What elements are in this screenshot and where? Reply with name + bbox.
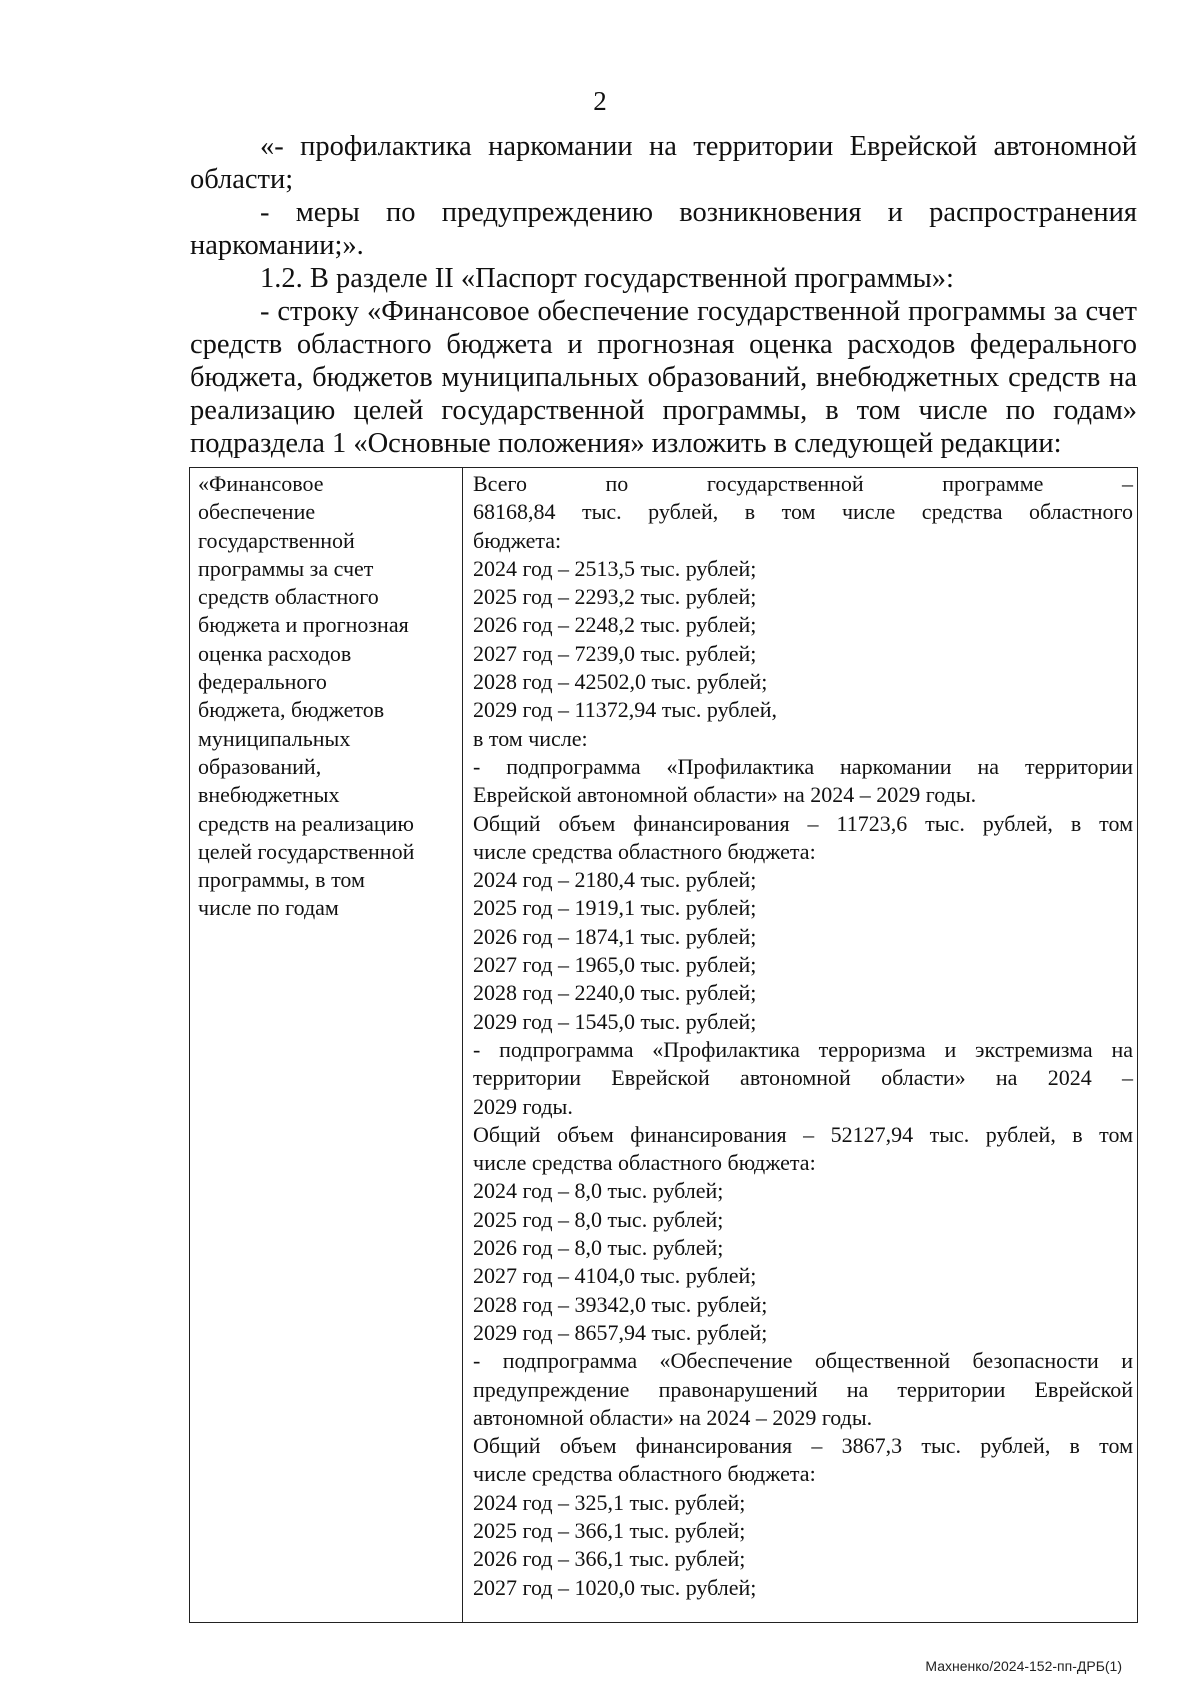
subprogram-1-year-line: 2029 год – 1545,0 тыс. рублей; bbox=[473, 1008, 757, 1034]
subprogram-1-year-line: 2024 год – 2180,4 тыс. рублей; bbox=[473, 867, 757, 893]
subprogram-2-title-line: - подпрограмма «Профилактика терроризма и экстремизма на bbox=[473, 1036, 1133, 1062]
total-year-line: 2029 год – 11372,94 тыс. рублей, bbox=[473, 697, 777, 723]
total-text-line: Всего по государственной программе – bbox=[473, 471, 1133, 496]
financing-table bbox=[189, 467, 1138, 1623]
document-footer-code: Махненко/2024-152-пп-ДРБ(1) bbox=[925, 1658, 1122, 1674]
subprogram-3-year-line: 2026 год – 366,1 тыс. рублей; bbox=[473, 1546, 746, 1572]
subprogram-1-year-line: 2025 год – 1919,1 тыс. рублей; bbox=[473, 895, 757, 921]
subprogram-3-year-line: 2024 год – 325,1 тыс. рублей; bbox=[473, 1489, 746, 1515]
subprogram-1-year-line: 2027 год – 1965,0 тыс. рублей; bbox=[473, 952, 757, 978]
total-text-line: 68168,84 тыс. рублей, в том числе средства областного bbox=[473, 499, 1133, 525]
subprogram-2-year-line: 2024 год – 8,0 тыс. рублей; bbox=[473, 1178, 724, 1204]
subprogram-1-year-line: 2026 год – 1874,1 тыс. рублей; bbox=[473, 923, 757, 949]
subprogram-3-total-line: Общий объем финансирования – 3867,3 тыс. рублей, в том bbox=[473, 1433, 1133, 1459]
subprogram-2-total-line: числе средства областного бюджета: bbox=[473, 1150, 816, 1176]
total-text-line: бюджета: bbox=[473, 527, 562, 553]
financing-label-text: «Финансовое обеспечение государственной программы за счет средств областного бюджета и прогнозная оценка расходов федерального бюджета, бюджетов муниципальных образований, внебюджетных средств на реализацию целей государственной программы, в том числе по годам bbox=[198, 471, 415, 921]
total-year-line: 2027 год – 7239,0 тыс. рублей; bbox=[473, 640, 757, 666]
subprogram-1-total-line: числе средства областного бюджета: bbox=[473, 838, 816, 864]
subprogram-3-title-line: - подпрограмма «Обеспечение общественной безопасности и bbox=[473, 1348, 1133, 1374]
financing-content-cell bbox=[463, 468, 1138, 1623]
subprogram-1-title-line: - подпрограмма «Профилактика наркомании на территории bbox=[473, 753, 1133, 779]
total-year-line: 2028 год – 42502,0 тыс. рублей; bbox=[473, 669, 768, 695]
total-year-line: 2025 год – 2293,2 тыс. рублей; bbox=[473, 584, 757, 610]
subprogram-3-title-line: предупреждение правонарушений на территории Еврейской bbox=[473, 1376, 1133, 1402]
subprogram-3-total-line: числе средства областного бюджета: bbox=[473, 1461, 816, 1487]
subprogram-3-year-line: 2027 год – 1020,0 тыс. рублей; bbox=[473, 1574, 757, 1600]
subprogram-2-year-line: 2027 год – 4104,0 тыс. рублей; bbox=[473, 1263, 757, 1289]
subprogram-1-title-line: Еврейской автономной области» на 2024 – 2029 годы. bbox=[473, 782, 977, 808]
total-year-line: 2026 год – 2248,2 тыс. рублей; bbox=[473, 612, 757, 638]
subprogram-2-year-line: 2028 год – 39342,0 тыс. рублей; bbox=[473, 1291, 768, 1317]
subprogram-2-title-line: территории Еврейской автономной области» на 2024 – bbox=[473, 1065, 1133, 1091]
body-text bbox=[190, 130, 1137, 460]
subprogram-3-title-line: автономной области» на 2024 – 2029 годы. bbox=[473, 1404, 873, 1430]
intro-paragraph-measures: - меры по предупреждению возникновения и распространения наркомании;». bbox=[190, 197, 1137, 261]
intro-paragraph-drug-prevention: «- профилактика наркомании на территории Еврейской автономной области; bbox=[190, 131, 1137, 195]
page-number: 2 bbox=[593, 86, 607, 116]
subprogram-2-title-line: 2029 годы. bbox=[473, 1093, 573, 1119]
subprogram-1-total-line: Общий объем финансирования – 11723,6 тыс. рублей, в том bbox=[473, 810, 1133, 836]
subprogram-3-year-line: 2025 год – 366,1 тыс. рублей; bbox=[473, 1517, 746, 1543]
subprogram-1-year-line: 2028 год – 2240,0 тыс. рублей; bbox=[473, 980, 757, 1006]
financing-label-cell bbox=[190, 468, 463, 1623]
financing-table-row bbox=[190, 468, 1138, 1623]
intro-paragraph-section-heading: 1.2. В разделе II «Паспорт государственной программы»: bbox=[260, 263, 954, 294]
subprogram-2-year-line: 2026 год – 8,0 тыс. рублей; bbox=[473, 1235, 724, 1261]
including-line: в том числе: bbox=[473, 725, 588, 751]
subprogram-2-year-line: 2025 год – 8,0 тыс. рублей; bbox=[473, 1206, 724, 1232]
total-year-line: 2024 год – 2513,5 тыс. рублей; bbox=[473, 555, 757, 581]
subprogram-2-total-line: Общий объем финансирования – 52127,94 тыс. рублей, в том bbox=[473, 1121, 1133, 1147]
intro-paragraph-line-change: - строку «Финансовое обеспечение государственной программы за счет средств областного бюджета и прогнозная оценка расходов федерального бюджета, бюджетов муниципальных образований, внебюджетных средств на реализацию целей государственной программы, в том числе по годам» подраздела 1 «Основные положения» изложить в следующей редакции: bbox=[190, 296, 1137, 459]
subprogram-2-year-line: 2029 год – 8657,94 тыс. рублей; bbox=[473, 1319, 768, 1345]
